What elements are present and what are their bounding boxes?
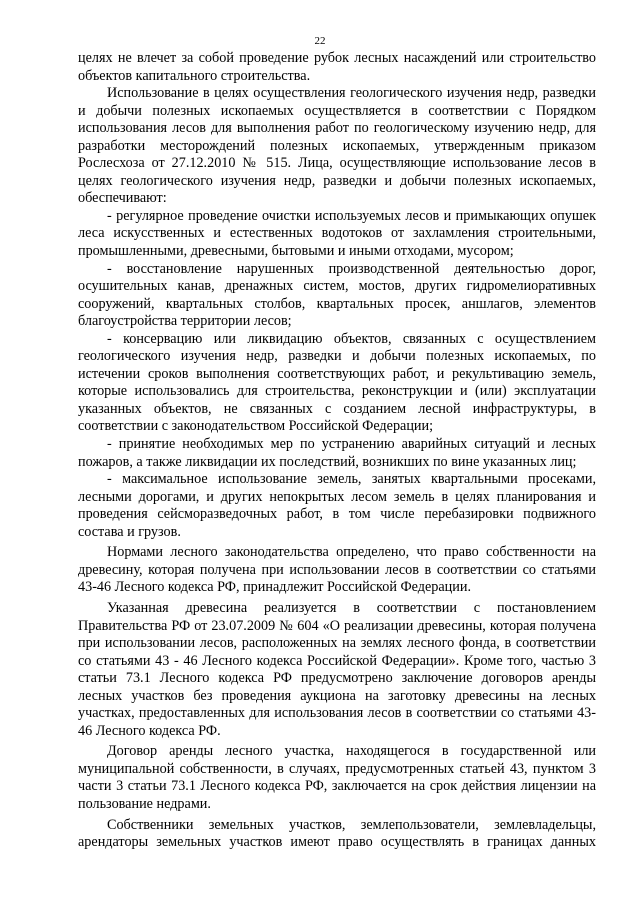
list-item-cleaning: - регулярное проведение очистки используемых лесов и примыкающих опушек леса искусственных и естественных водотоков от захламления строительными, промышленными, древесными, бытовыми и иными отходами, мусором; — [78, 207, 596, 260]
paragraph-land-owners: Собственники земельных участков, землепользователи, землевладельцы, арендаторы земельных участков имеют право осуществлять в границах данных — [78, 816, 596, 851]
list-item-emergency-measures: - принятие необходимых мер по устранению аварийных ситуаций и лесных пожаров, а также ликвидации их последствий, возникших по вине указанных лиц; — [78, 436, 596, 470]
paragraph-continuation: целях не влечет за собой проведение рубок лесных насаждений или строительство объектов капитального строительства. — [78, 50, 596, 84]
list-item-restoration: - восстановление нарушенных производственной деятельностью дорог, осушительных канав, дренажных систем, мостов, других гидромелиоративных сооружений, квартальных столбов, квартальных просек, аншлагов, элементов благоустройства территории лесов; — [78, 260, 596, 330]
paragraph-geological-use: Использование в целях осуществления геологического изучения недр, разведки и добычи полезных ископаемых осуществляется в соответствии с Порядком использования лесов для выполнения работ по геологическому изучению недр, для разработки месторождений полезных ископаемых, утвержденным приказом Рослесхоза от 27.12.2010 № 515. Лица, осуществляющие использование лесов в целях геологического изучения недр, разведки и добычи полезных ископаемых, обеспечивают: — [78, 85, 596, 207]
document-body — [78, 50, 596, 852]
paragraph-lease-agreement: Договор аренды лесного участка, находящегося в государственной или муниципальной собственности, в случаях, предусмотренных статьей 43, пунктом 3 части 3 статьи 73.1 Лесного кодекса РФ, заключается на срок действия лицензии на пользование недрами. — [78, 743, 596, 812]
paragraph-timber-sale: Указанная древесина реализуется в соответствии с постановлением Правительства РФ от 23.07.2009 № 604 «О реализации древесины, которая получена при использовании лесов, расположенных на землях лесного фонда, в соответствии со статьями 43 - 46 Лесного кодекса Российской Федерации». Кроме того, частью 3 статьи 73.1 Лесного кодекса РФ предусмотрено заключение договоров аренды лесных участков без проведения аукциона на заготовку древесины на лесных участках, предоставленных для использования лесов в соответствии со статьями 43-46 Лесного кодекса РФ. — [78, 599, 596, 739]
paragraph-ownership: Нормами лесного законодательства определено, что право собственности на древесину, которая получена при использовании лесов в соответствии со статьями 43-46 Лесного кодекса РФ, принадлежит Российской Федерации. — [78, 544, 596, 596]
page-number: 22 — [314, 35, 326, 47]
list-item-land-use: - максимальное использование земель, занятых квартальными просеками, лесными дорогами, и других непокрытых лесом земель в целях планирования и проведения сейсморазведочных работ, в том числе перебазировки подвижного состава и грузов. — [78, 471, 596, 540]
list-item-conservation: - консервацию или ликвидацию объектов, связанных с осуществлением геологического изучения недр, разведки и добычи полезных ископаемых, по истечении сроков выполнения соответствующих работ, и рекультивацию земель, которые использовались для строительства, реконструкции и (или) эксплуатации указанных объектов, не связанных с созданием лесной инфраструктуры, в соответствии с законодательством Российской Федерации; — [78, 330, 596, 435]
